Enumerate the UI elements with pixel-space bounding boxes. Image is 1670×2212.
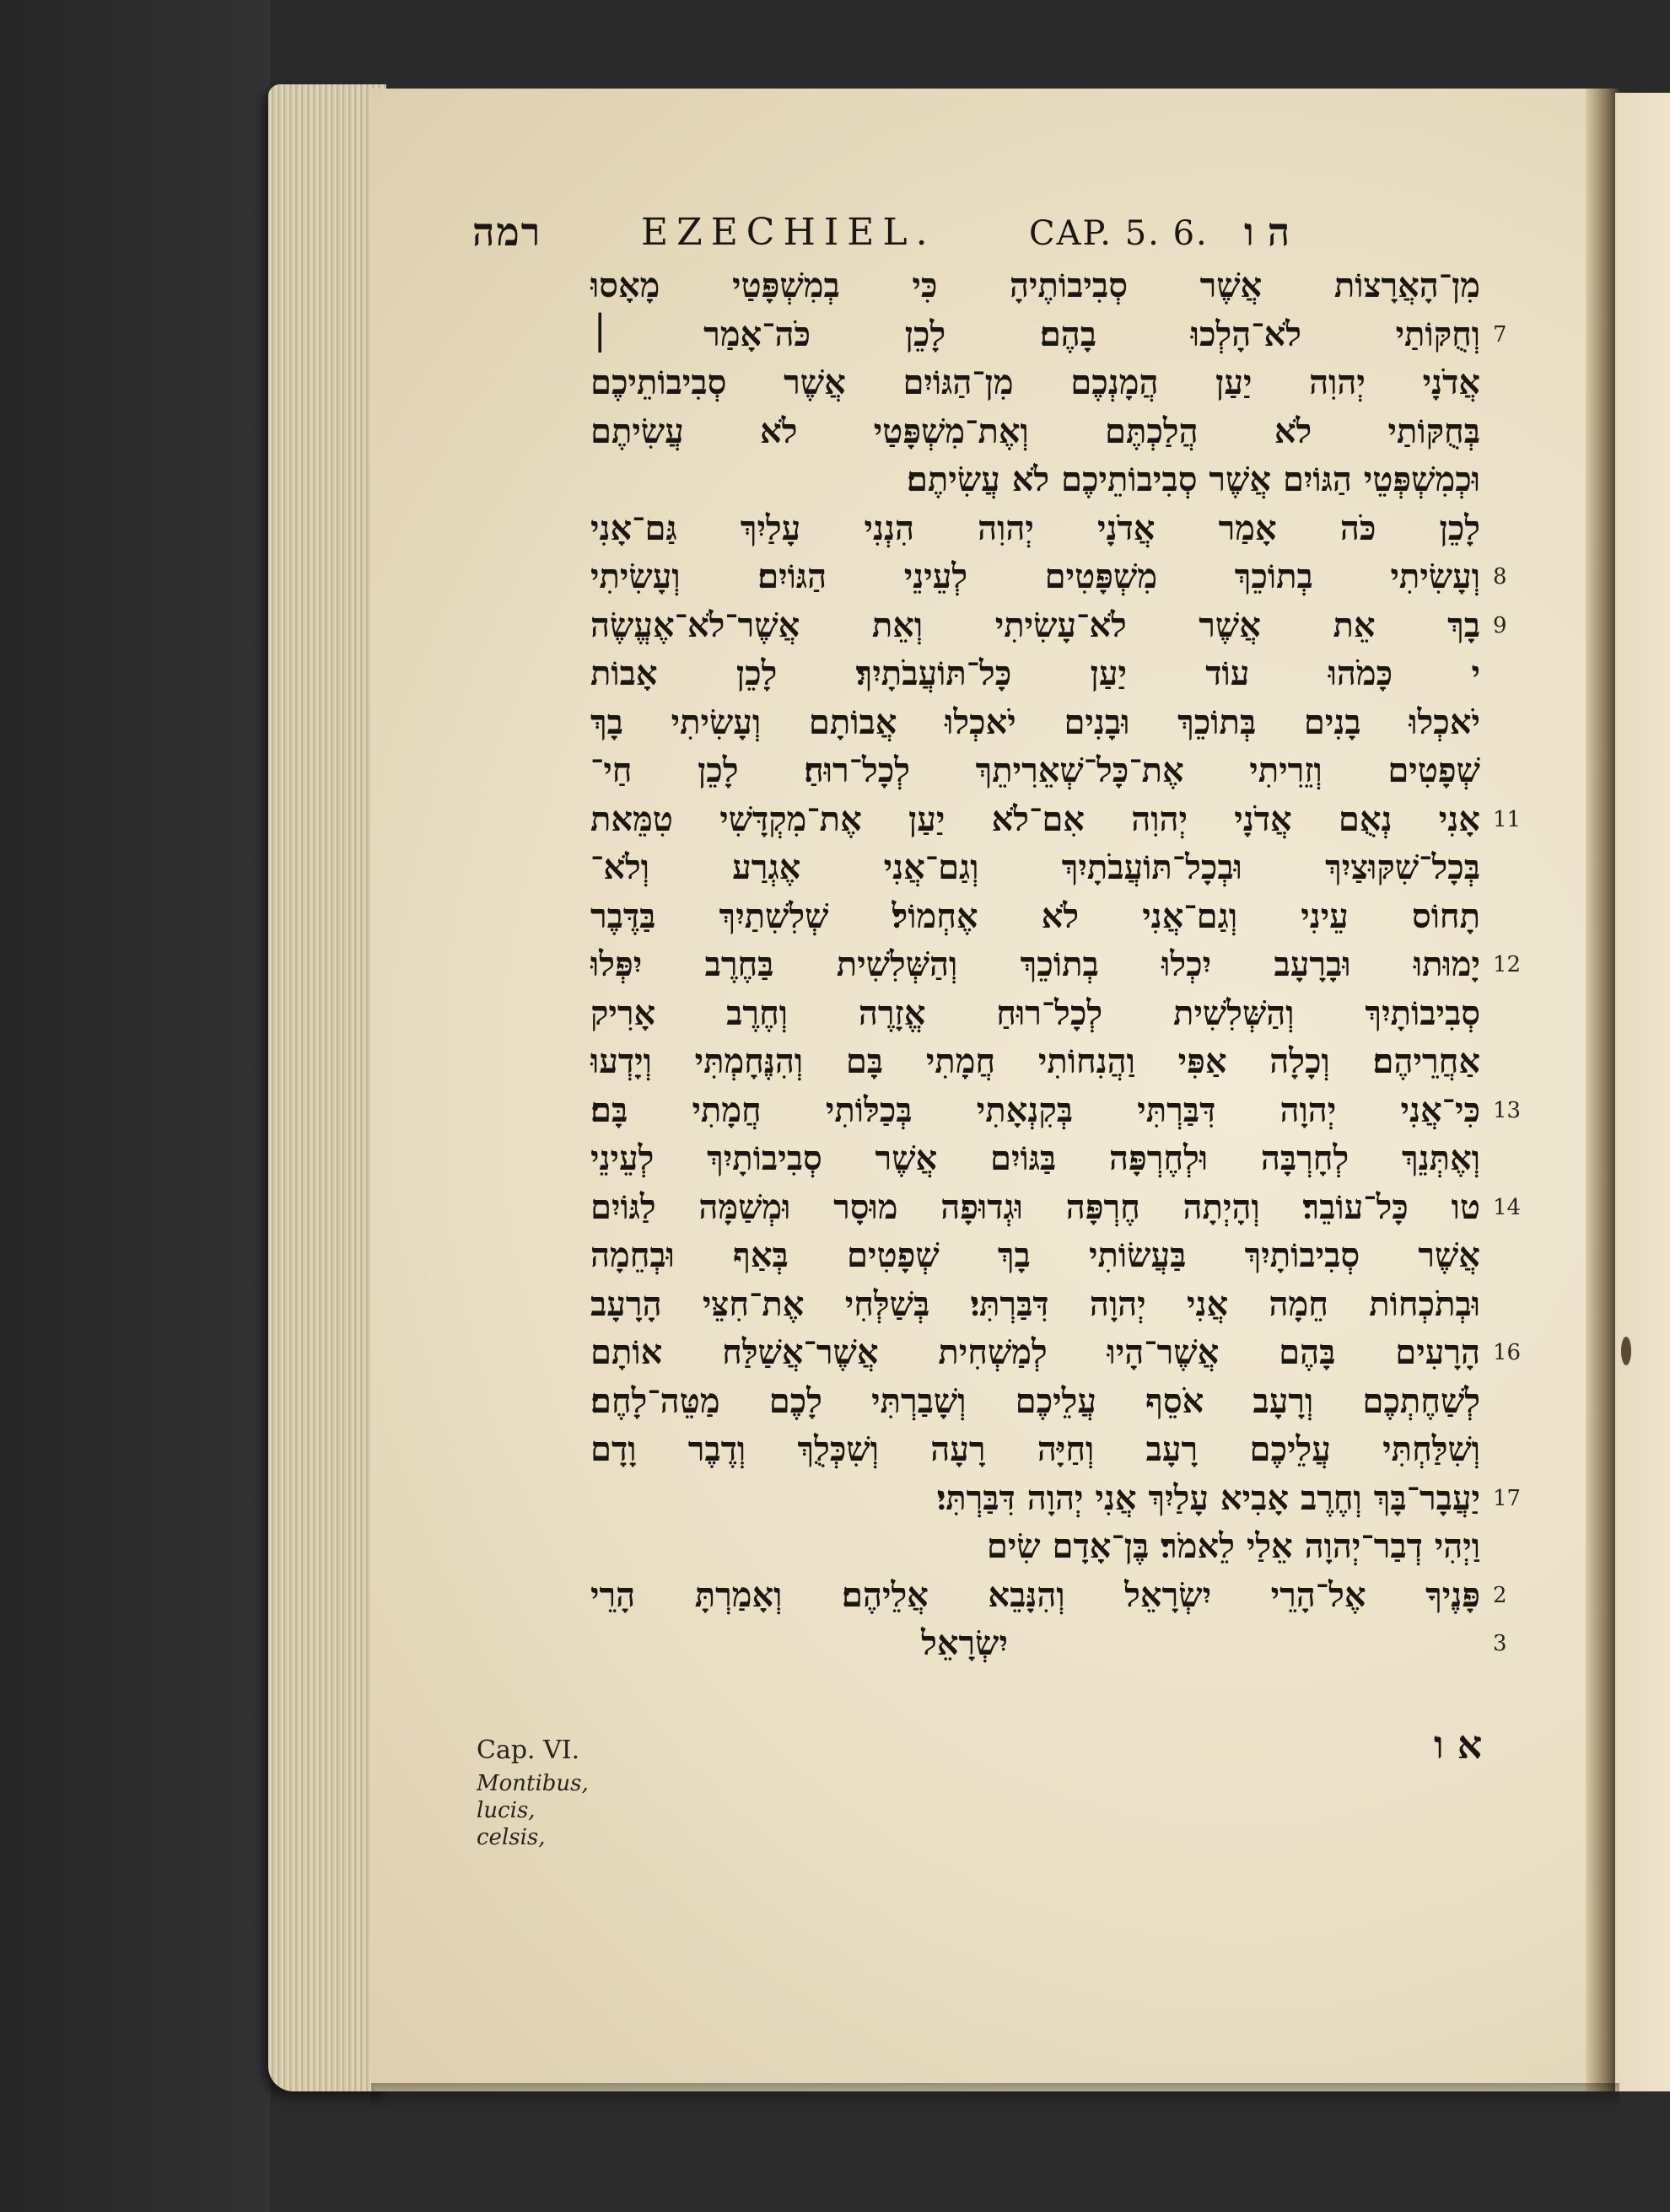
text-line: וּכְמִשְׁפְּטֵי הַגּוֹיִם אֲשֶׁר סְבִיבוֹתֵיכֶם לֹא עֲשִׂיתֶם׃ — [906, 460, 1480, 499]
text-line: אָנִי נְאֻם אֲדֹנָי יְהוִה אִם־לֹא יַעַן אֶת־מִקְדָּשִׁי טִמֵּאת — [590, 799, 1480, 839]
text-line: כִּי־אֲנִי יְהוָה דִּבַּרְתִּי בְּקִנְאָתִי בְּכַלּוֹתִי חֲמָתִי בָּם׃ — [590, 1090, 1480, 1130]
hebrew-text-block — [590, 261, 1480, 1668]
text-line: וְחֻקּוֹתַי לֹא־הָלְכוּ בָהֶם׃ לָכֵן כֹּה־אָמַר ׀ — [590, 314, 1480, 354]
text-line: וְעָשִׂיתִי בְתוֹכֵךְ מִשְׁפָּטִים לְעֵינֵי הַגּוֹיִם׃ וְעָשִׂיתִי — [590, 557, 1480, 596]
verse-number: 16 — [1493, 1340, 1522, 1365]
text-line: וְאֶתְּנֵךְ לְחָרְבָּה וּלְחֶרְפָּה בַּגּוֹיִם אֲשֶׁר סְבִיבוֹתָיִךְ לְעֵינֵי — [590, 1138, 1480, 1178]
page-edges — [268, 84, 386, 2091]
margin-note — [477, 1736, 603, 1851]
text-line: סְבִיבוֹתָיִךְ וְהַשְּׁלִשִׁית לְכָל־רוּחַ אֱזָרֶה וְחֶרֶב אָרִיק — [590, 993, 1480, 1033]
background-left — [0, 0, 270, 2212]
text-line: פָּנֶיךָ אֶל־הָרֵי יִשְׂרָאֵל וְהִנָּבֵא אֲלֵיהֶם׃ וְאָמַרְתָּ הָרֵי — [590, 1574, 1480, 1615]
text-line: בְּחֻקּוֹתַי לֹא הֲלַכְתֶּם וְאֶת־מִשְׁפָּטַי לֹא עֲשִׂיתֶם — [590, 411, 1480, 451]
text-line: תָחוֹס עֵינִי וְגַם־אֲנִי לֹא אֶחְמוֹל׃ שְׁלִשִׁתַיִךְ בַּדֶּבֶר — [590, 896, 1480, 936]
verse-number: 3 — [1493, 1631, 1507, 1656]
verse-number: 7 — [1493, 321, 1507, 347]
page-shadow — [371, 2083, 1619, 2108]
text-line: אֲדֹנָי יְהוִה יַעַן הֲמָנְכֶם מִן־הַגּוֹיִם אֲשֶׁר סְבִיבוֹתֵיכֶם — [590, 363, 1480, 402]
verse-number: 14 — [1493, 1194, 1522, 1220]
verse-number: 11 — [1493, 806, 1522, 832]
running-title: EZECHIEL. — [641, 211, 936, 254]
facing-page-edge — [1615, 93, 1670, 2091]
text-line: שְׁפָטִים וְזֵרִיתִי אֶת־כָּל־שְׁאֵרִיתֵךְ לְכָל־רוּחַ׃ לָכֵן חַי־ — [590, 751, 1480, 790]
text-line: אֲשֶׁר סְבִיבוֹתָיִךְ בַּעֲשׂוֹתִי בָךְ שְׁפָטִים בְּאַף וּבְחֵמָה — [590, 1235, 1480, 1275]
verse-number: 9 — [1493, 612, 1507, 638]
text-line: וְשִׁלַּחְתִּי עֲלֵיכֶם רָעָב וְחַיָּה רָעָה וְשִׁכְּלֻךְ וְדֶבֶר וָדָם — [590, 1429, 1480, 1469]
verse-number: 13 — [1493, 1097, 1522, 1123]
verse-number: 17 — [1493, 1485, 1522, 1511]
text-line: יֹאכְלוּ בָנִים בְּתוֹכֵךְ וּבָנִים יֹאכְלוּ אֲבוֹתָם וְעָשִׂיתִי בָךְ — [590, 702, 1480, 742]
text-line: הָרָעִים בָּהֶם אֲשֶׁר־הָיוּ לְמַשְׁחִית אֲשֶׁר־אֲשַׁלַּח אוֹתָם — [590, 1332, 1480, 1372]
margin-chapter-label: Cap. VI. — [477, 1736, 580, 1765]
text-line: בָךְ אֵת אֲשֶׁר לֹא־עָשִׂיתִי וְאֵת אֲשֶׁר־לֹא־אֶעֱשֶׂה — [590, 605, 1480, 645]
text-line: יִשְׂרָאֵל — [921, 1623, 1008, 1663]
verse-number: 8 — [1493, 564, 1507, 589]
text-line: יַעֲבָר־בָּךְ וְחֶרֶב אָבִיא עָלַיִךְ אֲנִי יְהוָה דִּבַּרְתִּי׃ — [936, 1477, 1480, 1518]
folio-number: רמה — [472, 209, 542, 255]
running-header — [472, 209, 1324, 268]
text-line: טו כָּל־עוֹבֵר׃ וְהָיְתָה חֶרְפָּה וּגְדוּפָה מוּסָר וּמְשַׁמָּה לַגּוֹיִם — [590, 1187, 1480, 1227]
text-line: אַחֲרֵיהֶם׃ וְכָלָה אַפִּי וַהֲנִחוֹתִי חֲמָתִי בָּם וְהִנֶּחָמְתִּי וְיָדְעוּ — [590, 1041, 1480, 1081]
verse-number: 2 — [1493, 1582, 1507, 1608]
chapter-label: CAP. 5. 6. — [1029, 214, 1209, 253]
margin-gloss: Montibus, lucis, celsis, — [477, 1771, 589, 1850]
text-line: לְשַׁחֶתְכֶם וְרָעָב אֹסֵף עֲלֵיכֶם וְשָׁבַרְתִּי לָכֶם מַטֵּה־לָחֶם׃ — [590, 1380, 1480, 1421]
text-line: י כָּמֹהוּ עוֹד יַעַן כָּל־תּוֹעֲבֹתָיִךְ׃ לָכֵן אָבוֹת — [590, 654, 1480, 693]
ink-stain — [1621, 1337, 1631, 1365]
text-line: בְּכָל־שִׁקּוּצַיִךְ וּבְכָל־תּוֹעֲבֹתָיִךְ וְגַם־אֲנִי אֶגְרַע וְלֹא־ — [590, 848, 1480, 887]
text-line: יָמוּתוּ וּבָרָעָב יִכְלוּ בְתוֹכֵךְ וְהַשְּׁלִשִׁית בַּחֶרֶב יִפְּלוּ — [590, 945, 1480, 984]
book-gutter — [1586, 89, 1619, 2091]
text-line: לָכֵן כֹּה אָמַר אֲדֹנָי יְהוִה הִנְנִי עָלַיִךְ גַּם־אָנִי — [590, 508, 1480, 548]
hebrew-chapter-number: ה ו — [1244, 209, 1290, 255]
text-line: וַיְהִי דְבַר־יְהוָה אֵלַי לֵאמֹר׃ בֶּן־אָדָם שִׂים — [986, 1526, 1480, 1566]
verse-number: 12 — [1493, 952, 1522, 977]
chapter-start-marker: א ו — [1434, 1722, 1483, 1768]
text-line: מִן־הָאֲרָצוֹת אֲשֶׁר סְבִיבוֹתֶיהָ כִּי בְמִשְׁפָּטַי מָאָסוּ — [590, 266, 1480, 305]
text-line: וּבְתֹכְחוֹת חֵמָה אֲנִי יְהוָה דִּבַּרְתִּי׃ בְּשַׁלְּחִי אֶת־חִצֵּי הָרָעָב — [590, 1284, 1480, 1324]
